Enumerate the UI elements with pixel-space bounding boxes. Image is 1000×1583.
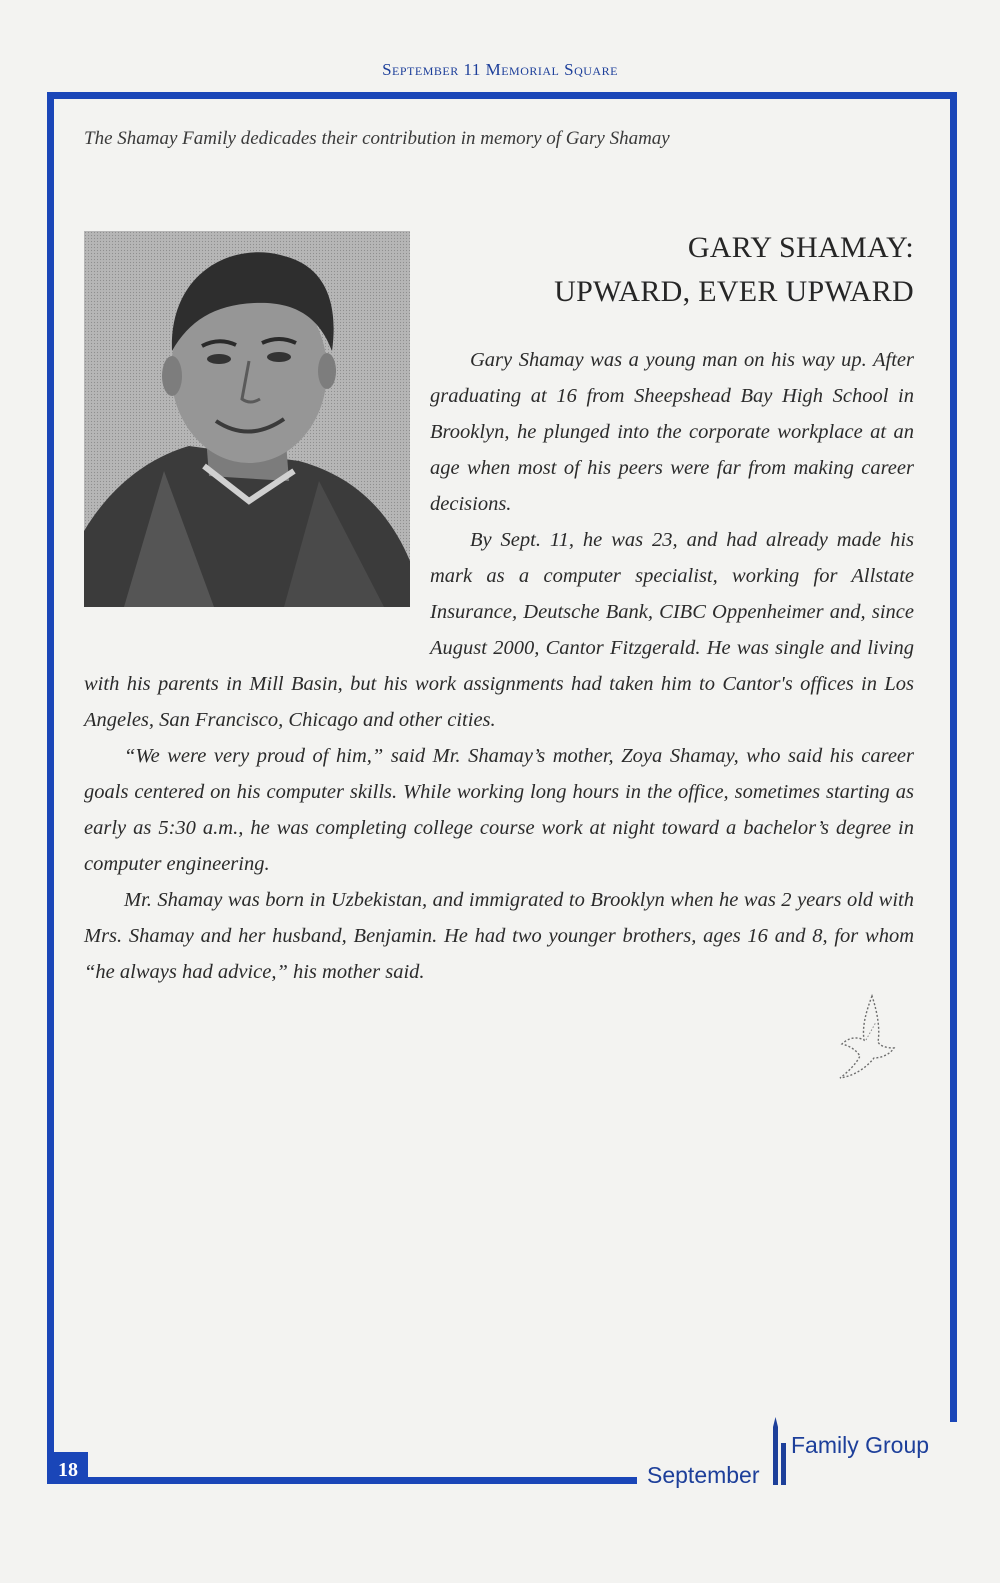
dove-icon [836, 992, 900, 1082]
frame-border-right [950, 92, 957, 1422]
page-number: 18 [48, 1452, 88, 1484]
article-paragraph-1: Gary Shamay was a young man on his way up. After graduating at 16 from Sheepshead Bay High School in Brooklyn, he plunged into the corporate workplace at an age when most of his peers were far from making career decisions. [430, 349, 914, 515]
frame-border-left [47, 92, 54, 1484]
article-paragraph-4: Mr. Shamay was born in Uzbekistan, and immigrated to Brooklyn when he was 2 years old with Mrs. Shamay and her husband, Benjamin. He had two younger brothers, ages 16 and 8, for whom “he always had advice,” his mother said. [84, 889, 914, 983]
article-title-line-1: GARY SHAMAY: [687, 231, 914, 264]
article-paragraph-3: “We were very proud of him,” said Mr. Shamay’s mother, Zoya Shamay, who said his career goals centered on his computer skills. While working long hours in the office, sometimes starting as early as 5:30 a.m., he was completing college course work at night toward a bachelor’s degree in computer engineering. [84, 745, 914, 875]
article-title-line-2: UPWARD, EVER UPWARD [554, 275, 914, 308]
article-body [84, 342, 914, 990]
article-paragraph-2: By Sept. 11, he was 23, and had already made his mark as a computer specialist, working for Allstate Insurance, Deutsche Bank, CIBC Oppenheimer and, since August 2000, Cantor Fitzgerald. He was single and living with his parents in Mill Basin, but his work assignments had taken him to Cantor's offices in Los Angeles, San Francisco, Chicago and other cities. [84, 529, 914, 731]
article-title [430, 226, 914, 314]
frame-border-bottom [47, 1477, 637, 1484]
family-group-logo [645, 1425, 960, 1495]
photo-wrap-spacer [84, 342, 430, 632]
frame-border-top [47, 92, 957, 99]
dedication-line: The Shamay Family dedicades their contribution in memory of Gary Shamay [84, 128, 670, 149]
logo-text-family-group: Family Group [791, 1432, 930, 1458]
logo-text-september: September [647, 1462, 760, 1488]
running-head: September 11 Memorial Square [382, 60, 618, 79]
tower-bars-icon [769, 1417, 793, 1487]
